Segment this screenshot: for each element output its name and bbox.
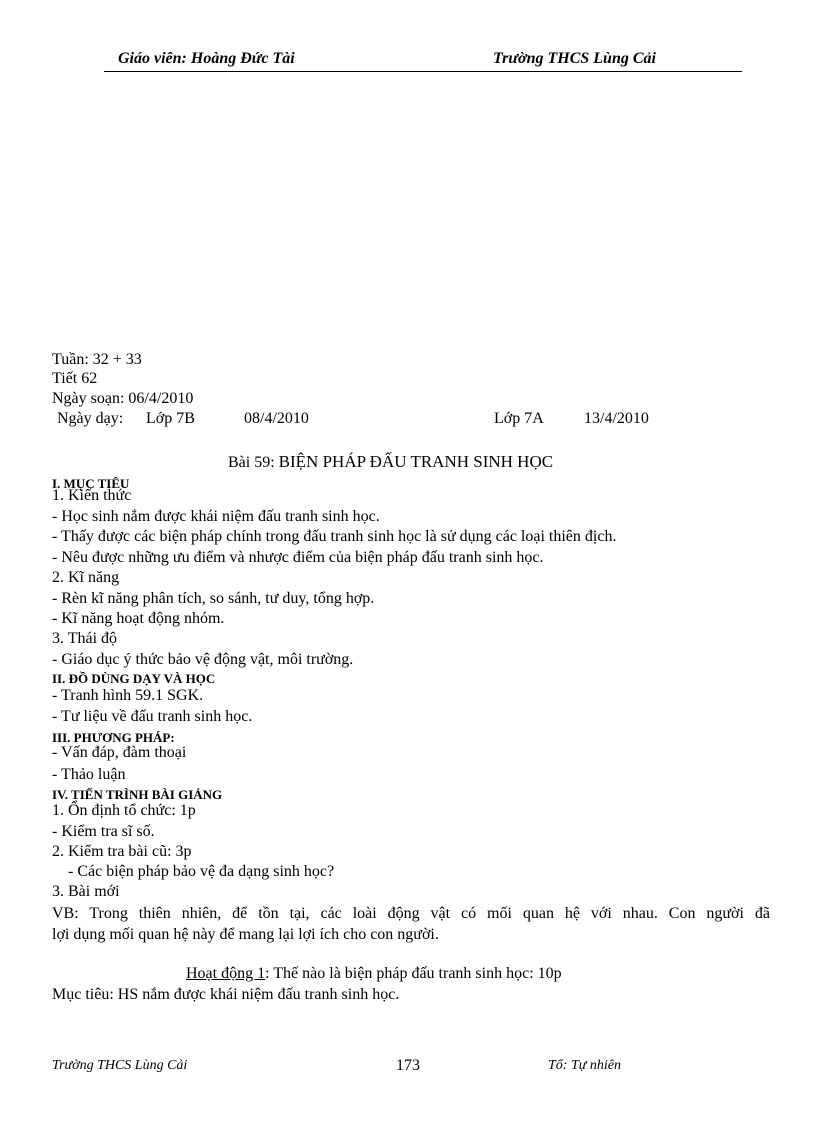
- process-step: 2. Kiểm tra bài cũ: 3p: [52, 843, 192, 860]
- lesson-prefix: Bài 59:: [228, 454, 275, 471]
- intro-paragraph-line: VB: Trong thiên nhiên, để tồn tại, các loài động vật có mối quan hệ với nhau. Con người đã: [52, 905, 770, 922]
- process-step: 1. Ổn định tổ chức: 1p: [52, 802, 196, 819]
- activity-heading: [186, 964, 562, 984]
- materials-item: - Tranh hình 59.1 SGK.: [52, 687, 204, 704]
- methods-item: - Vấn đáp, đàm thoại: [52, 744, 187, 761]
- attitude-heading: 3. Thái độ: [52, 630, 118, 647]
- materials-item: - Tư liệu về đấu tranh sinh học.: [52, 708, 253, 725]
- activity-label: Hoạt động 1: [186, 965, 266, 982]
- skills-item: - Rèn kĩ năng phân tích, so sánh, tư duy, tổng hợp.: [52, 590, 375, 607]
- skills-item: - Kĩ năng hoạt động nhóm.: [52, 610, 225, 627]
- section-process: IV. TIẾN TRÌNH BÀI GIẢNG: [52, 787, 223, 802]
- page-number: 173: [396, 1057, 420, 1074]
- activity-text: : Thế nào là biện pháp đấu tranh sinh học: 10p: [265, 965, 562, 982]
- footer-school: Trường THCS Lùng Cải: [52, 1058, 188, 1073]
- period-line: Tiết 62: [52, 370, 98, 387]
- process-item: - Kiểm tra sĩ số.: [52, 823, 155, 840]
- header-rule: [104, 71, 742, 72]
- lesson-title: [228, 452, 553, 473]
- activity-goal: Mục tiêu: HS nắm được khái niệm đấu tranh sinh học.: [52, 986, 400, 1003]
- knowledge-item: - Thấy được các biện pháp chính trong đấu tranh sinh học là sử dụng các loại thiên địch.: [52, 528, 617, 545]
- skills-heading: 2. Kĩ năng: [52, 569, 120, 586]
- intro-paragraph-line: lợi dụng mối quan hệ này để mang lại lợi ích cho con người.: [52, 926, 439, 943]
- section-objectives: I. MỤC TIÊU: [52, 476, 130, 491]
- header-school: Trường THCS Lùng Cải: [493, 50, 656, 67]
- methods-item: - Thảo luận: [52, 766, 126, 783]
- section-methods: III. PHƯƠNG PHÁP:: [52, 730, 175, 745]
- knowledge-item: - Nêu được những ưu điểm và nhược điểm của biện pháp đấu tranh sinh học.: [52, 549, 544, 566]
- week-line: Tuần: 32 + 33: [52, 351, 142, 368]
- attitude-item: - Giáo dục ý thức bảo vệ động vật, môi trường.: [52, 651, 354, 668]
- knowledge-item: - Học sinh nắm được khái niệm đấu tranh sinh học.: [52, 508, 380, 525]
- header-teacher: Giáo viên: Hoàng Đức Tài: [118, 50, 295, 67]
- date-7a: 13/4/2010: [584, 410, 649, 427]
- process-item: - Các biện pháp bảo vệ đa dạng sinh học?: [68, 863, 335, 880]
- process-step: 3. Bài mới: [52, 883, 120, 900]
- teach-label: Ngày dạy:: [57, 410, 124, 427]
- prep-date: Ngày soạn: 06/4/2010: [52, 390, 194, 407]
- footer-group: Tổ: Tự nhiên: [548, 1058, 621, 1073]
- class-7b: Lớp 7B: [146, 410, 195, 427]
- date-7b: 08/4/2010: [244, 410, 309, 427]
- lesson-name: BIỆN PHÁP ĐẤU TRANH SINH HỌC: [278, 452, 554, 471]
- section-materials: II. ĐỒ DÙNG DẠY VÀ HỌC: [52, 671, 216, 686]
- class-7a: Lớp 7A: [494, 410, 544, 427]
- knowledge-heading: 1. Kiến thức: [52, 487, 132, 504]
